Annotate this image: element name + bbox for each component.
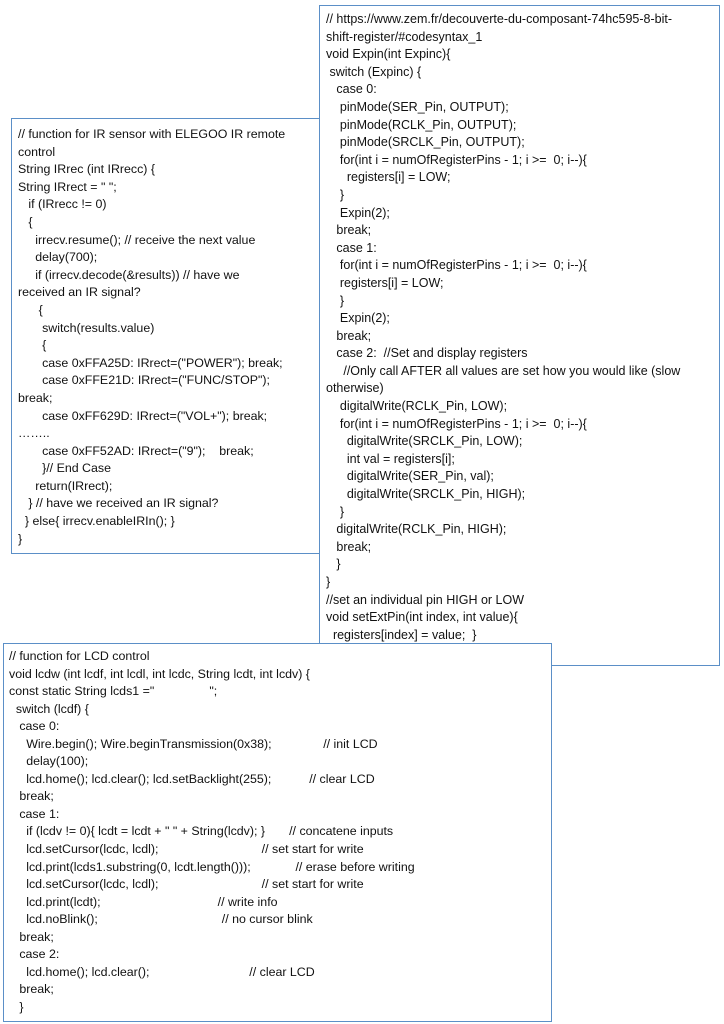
code-line: shift-register/#codesyntax_1	[326, 29, 483, 44]
code-line: pinMode(RCLK_Pin, OUTPUT);	[326, 117, 517, 132]
code-line: }// End Case	[18, 461, 111, 476]
code-line: digitalWrite(RCLK_Pin, LOW);	[326, 399, 508, 414]
code-line: digitalWrite(SER_Pin, val);	[326, 469, 494, 484]
code-line: case 0:	[326, 82, 377, 97]
code-line: }	[18, 531, 23, 546]
code-line: Expin(2);	[326, 205, 390, 220]
code-line: if (IRrecc != 0)	[18, 197, 107, 212]
code-line: if (irrecv.decode(&results)) // have we	[18, 267, 240, 282]
code-line: pinMode(SRCLK_Pin, OUTPUT);	[326, 135, 525, 150]
code-line: pinMode(SER_Pin, OUTPUT);	[326, 99, 509, 114]
code-line: for(int i = numOfRegisterPins - 1; i >= 0; i--){	[326, 258, 587, 273]
code-line: // function for LCD control	[9, 649, 150, 663]
code-line: Expin(2);	[326, 311, 390, 326]
code-line: case 0xFFA25D: IRrect=("POWER"); break;	[18, 355, 283, 370]
code-line: break;	[326, 328, 372, 343]
code-line: digitalWrite(RCLK_Pin, HIGH);	[326, 522, 507, 537]
code-line: // function for IR sensor with ELEGOO IR remote	[18, 127, 286, 141]
code-line: case 2:	[9, 947, 60, 962]
code-line: case 0xFF629D: IRrect=("VOL+"); break;	[18, 408, 268, 423]
code-line: break;	[326, 539, 372, 554]
code-line: String IRrect = " ";	[18, 179, 117, 194]
code-line: break;	[9, 929, 54, 944]
code-line: switch (lcdf) {	[9, 701, 89, 716]
code-line: }	[326, 293, 345, 308]
code-line: const static String lcds1 =" ";	[9, 684, 218, 699]
code-line: lcd.home(); lcd.clear(); // clear LCD	[9, 964, 315, 979]
code-line: void Expin(int Expinc){	[326, 47, 451, 62]
code-line: break;	[326, 223, 372, 238]
shift-register-code-panel	[319, 5, 720, 666]
code-line: case 0xFF52AD: IRrect=("9"); break;	[18, 443, 254, 458]
code-line: delay(100);	[9, 754, 89, 769]
shift-register-code-block	[326, 11, 719, 644]
code-line: String IRrec (int IRrecc) {	[18, 162, 156, 177]
code-line: break;	[9, 982, 54, 997]
code-line: }	[326, 575, 331, 589]
code-line: lcd.home(); lcd.clear(); lcd.setBacklight(255); // clear LCD	[9, 771, 375, 786]
code-line: otherwise)	[326, 381, 384, 396]
code-line: {	[18, 214, 33, 229]
code-line: void lcdw (int lcdf, int lcdl, int lcdc, String lcdt, int lcdv) {	[9, 666, 310, 681]
code-line: registers[i] = LOW;	[326, 170, 451, 185]
code-line: delay(700);	[18, 250, 98, 265]
code-line: lcd.print(lcdt); // write info	[9, 894, 278, 909]
code-line: //set an individual pin HIGH or LOW	[326, 592, 524, 607]
code-line: case 2: //Set and display registers	[326, 346, 528, 361]
code-line: case 0:	[9, 719, 60, 734]
ir-remote-code-block	[18, 126, 320, 548]
code-line: irrecv.resume(); // receive the next value	[18, 232, 256, 247]
code-line: ……..	[18, 426, 50, 441]
code-line: case 0xFFE21D: IRrect=("FUNC/STOP");	[18, 373, 270, 388]
code-line: }	[326, 557, 341, 572]
code-line: registers[index] = value; }	[326, 627, 477, 642]
code-line: case 1:	[326, 240, 377, 255]
code-line: {	[18, 338, 47, 353]
code-line: received an IR signal?	[18, 285, 141, 300]
lcd-control-code-panel	[3, 643, 552, 1022]
code-line: break;	[9, 789, 54, 804]
code-line: lcd.print(lcds1.substring(0, lcdt.length())); // erase before writing	[9, 859, 415, 874]
lcd-control-code-block	[9, 648, 551, 1016]
code-line: for(int i = numOfRegisterPins - 1; i >= 0; i--){	[326, 416, 587, 431]
code-line: return(IRrect);	[18, 478, 113, 493]
code-line: {	[18, 302, 43, 317]
code-line: registers[i] = LOW;	[326, 275, 444, 290]
code-line: break;	[18, 390, 53, 405]
code-line: case 1:	[9, 806, 60, 821]
code-line: digitalWrite(SRCLK_Pin, LOW);	[326, 434, 523, 449]
code-line: switch(results.value)	[18, 320, 155, 335]
code-line: Wire.begin(); Wire.beginTransmission(0x38); // init LCD	[9, 736, 378, 751]
code-line: if (lcdv != 0){ lcdt = lcdt + " " + String(lcdv); } // concatene inputs	[9, 824, 394, 839]
code-line: lcd.noBlink(); // no cursor blink	[9, 912, 313, 927]
code-line: for(int i = numOfRegisterPins - 1; i >= 0; i--){	[326, 152, 587, 167]
code-line: lcd.setCursor(lcdc, lcdl); // set start for write	[9, 842, 364, 857]
code-line: digitalWrite(SRCLK_Pin, HIGH);	[326, 487, 526, 502]
code-line: }	[326, 187, 345, 202]
code-line: } else{ irrecv.enableIRIn(); }	[18, 514, 175, 529]
code-line: // https://www.zem.fr/decouverte-du-composant-74hc595-8-bit-	[326, 12, 672, 26]
code-line: //Only call AFTER all values are set how you would like (slow	[326, 363, 681, 378]
code-line: void setExtPin(int index, int value){	[326, 610, 518, 625]
code-line: } // have we received an IR signal?	[18, 496, 219, 511]
ir-remote-code-panel	[11, 118, 321, 554]
code-line: control	[18, 144, 56, 159]
code-line: int val = registers[i];	[326, 451, 455, 466]
code-line: }	[9, 999, 24, 1014]
code-line: }	[326, 504, 345, 519]
code-line: lcd.setCursor(lcdc, lcdl); // set start for write	[9, 877, 364, 892]
code-line: switch (Expinc) {	[326, 64, 422, 79]
